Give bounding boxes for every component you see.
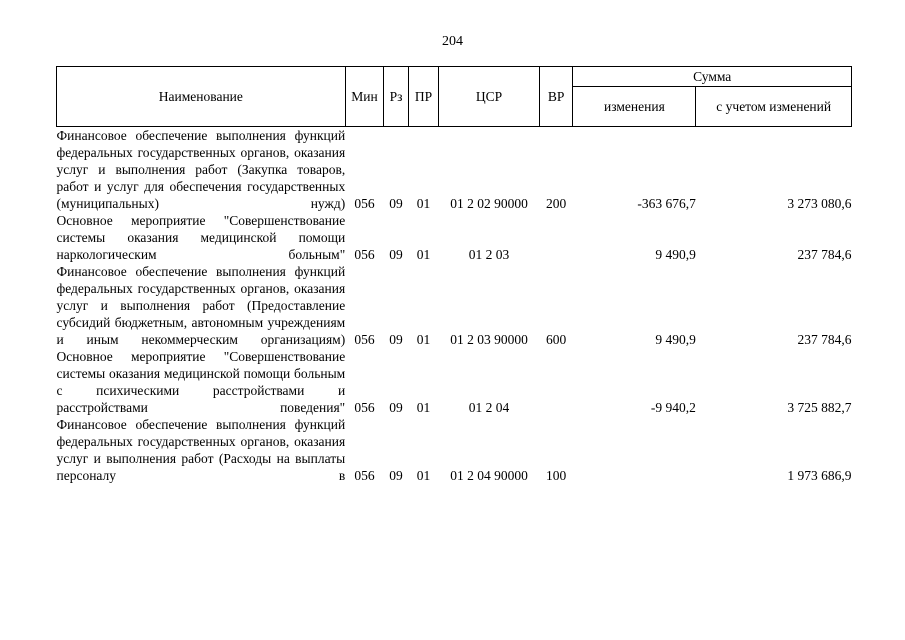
col-header-rz: Рз — [384, 67, 408, 127]
page-number: 204 — [442, 34, 463, 49]
row-rz: 09 — [389, 196, 403, 211]
row-total: 1 973 686,9 — [787, 468, 852, 483]
col-header-name: Наименование — [57, 67, 346, 127]
row-rz: 09 — [389, 400, 403, 415]
table-header — [57, 67, 852, 127]
col-header-min: Мин — [345, 67, 384, 127]
row-change — [573, 416, 696, 484]
row-change: -9 940,2 — [650, 400, 696, 415]
col-header-with-changes: с учетом изменений — [696, 87, 852, 127]
table-row — [57, 212, 852, 263]
row-vr: 200 — [545, 196, 567, 211]
table-row — [57, 416, 852, 484]
row-pr: 01 — [416, 196, 431, 211]
row-total: 3 273 080,6 — [787, 196, 852, 211]
row-name: Основное мероприятие "Совершенствование системы оказания медицинской помощи больным с психическими расстройствами и расстройствами поведения" — [56, 349, 346, 415]
row-total: 237 784,6 — [797, 247, 852, 262]
row-rz: 09 — [389, 332, 403, 347]
row-name: Финансовое обеспечение выполнения функций федеральных государственных органов, оказания услуг и выполнения работ (Предоставление субсидий бюджетным, автономным учреждениям и иным некоммерческим организациям) — [56, 264, 346, 347]
row-name: Финансовое обеспечение выполнения функций федеральных государственных органов, оказания услуг и выполнения работ (Расходы на выплаты персоналу в — [56, 417, 346, 483]
row-pr: 01 — [416, 247, 431, 262]
row-csr: 01 2 03 90000 — [450, 332, 528, 347]
col-header-sum: Сумма — [573, 67, 852, 87]
row-vr: 600 — [545, 332, 567, 347]
row-rz: 09 — [389, 468, 403, 483]
row-min: 056 — [354, 247, 375, 262]
row-vr — [539, 212, 573, 263]
row-total: 3 725 882,7 — [787, 400, 852, 415]
row-pr: 01 — [416, 400, 431, 415]
row-change: -363 676,7 — [637, 196, 696, 211]
table-body — [57, 127, 852, 485]
row-change: 9 490,9 — [655, 332, 696, 347]
col-header-csr: ЦСР — [439, 67, 540, 127]
budget-table — [56, 66, 852, 484]
row-csr: 01 2 03 — [468, 247, 510, 262]
row-pr: 01 — [416, 468, 431, 483]
row-rz: 09 — [389, 247, 403, 262]
table-row — [57, 263, 852, 348]
row-min: 056 — [354, 468, 375, 483]
row-pr: 01 — [416, 332, 431, 347]
row-name: Финансовое обеспечение выполнения функций федеральных государственных органов, оказания услуг и выполнения работ (Закупка товаров, работ и услуг для обеспечения государственных (муниципальных) нужд) — [56, 128, 346, 211]
row-csr: 01 2 04 90000 — [450, 468, 528, 483]
table-row — [57, 127, 852, 213]
row-total: 237 784,6 — [797, 332, 852, 347]
row-min: 056 — [354, 196, 375, 211]
col-header-changes: изменения — [573, 87, 696, 127]
col-header-pr: ПР — [408, 67, 438, 127]
row-csr: 01 2 04 — [468, 400, 510, 415]
table-row — [57, 348, 852, 416]
row-min: 056 — [354, 400, 375, 415]
col-header-vr: ВР — [539, 67, 573, 127]
row-vr: 100 — [545, 468, 567, 483]
row-change: 9 490,9 — [655, 247, 696, 262]
row-name: Основное мероприятие "Совершенствование системы оказания медицинской помощи наркологическим больным" — [56, 213, 346, 262]
row-vr — [539, 348, 573, 416]
row-csr: 01 2 02 90000 — [450, 196, 528, 211]
row-min: 056 — [354, 332, 375, 347]
